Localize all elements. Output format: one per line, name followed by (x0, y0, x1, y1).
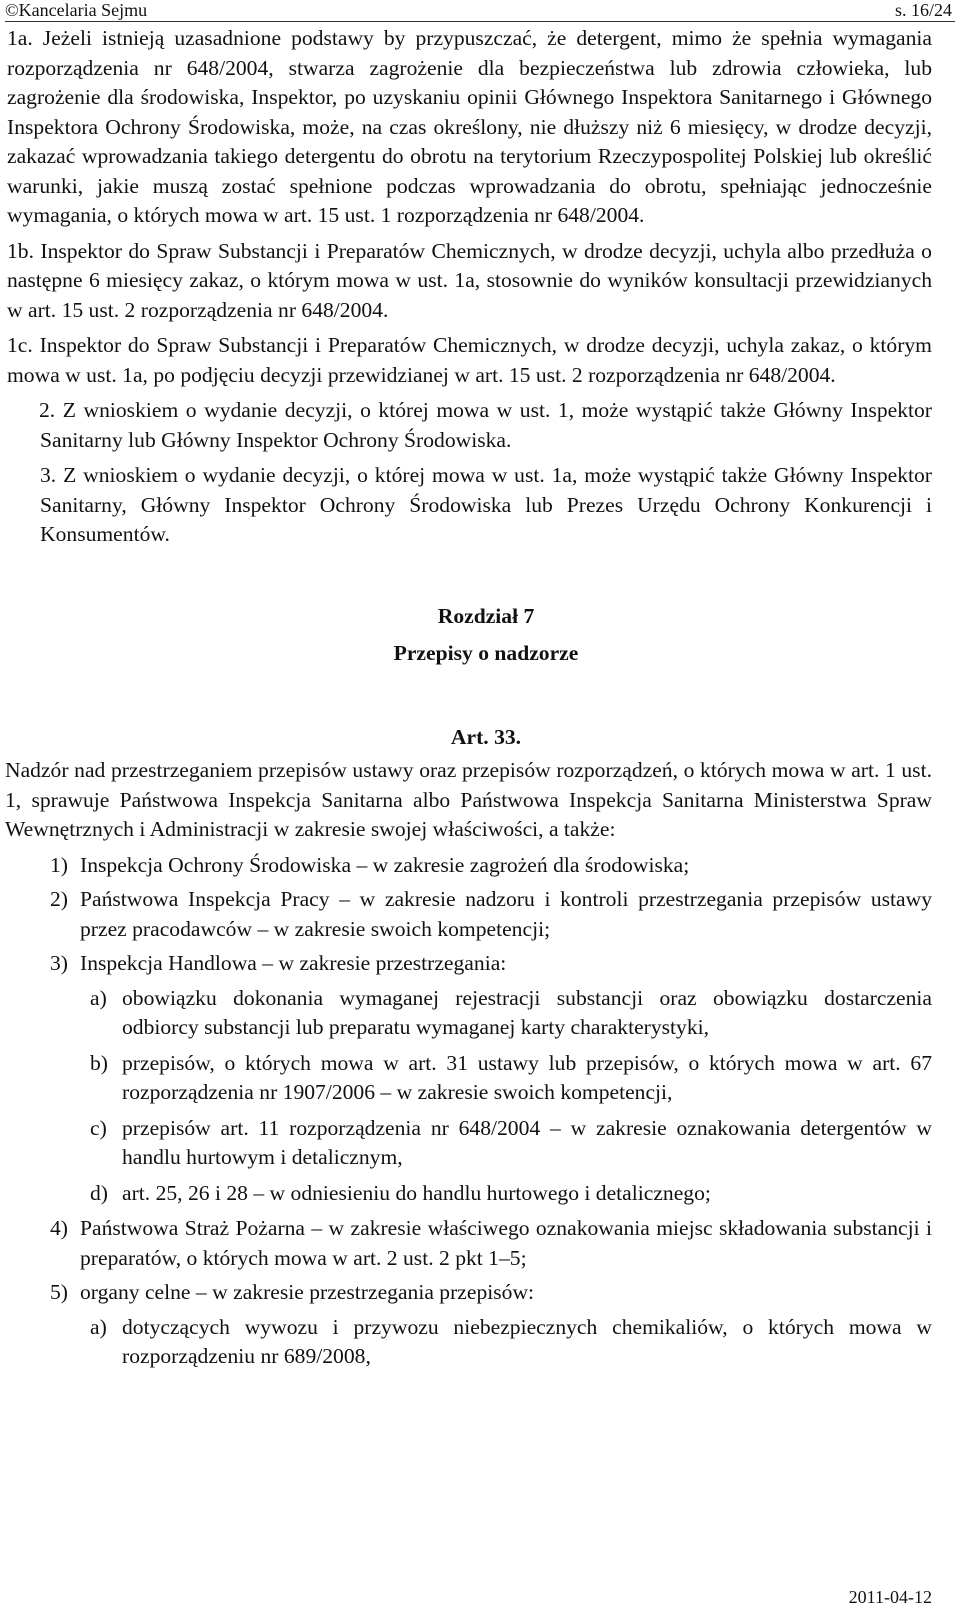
header-publisher: ©Kancelaria Sejmu (5, 0, 148, 20)
sub-list-item-label: b) (90, 1050, 108, 1075)
sub-list-item (32, 1049, 932, 1108)
list-item-text: Państwowa Inspekcja Pracy – w zakresie nadzoru i kontroli przestrzegania przepisów ustawy przez pracodawców – w zakresie swoich kompetencji; (80, 887, 932, 941)
list-item-text: Inspekcja Handlowa – w zakresie przestrzegania: (80, 951, 507, 975)
sub-list-item-label: a) (90, 1314, 107, 1339)
list-item (32, 1278, 932, 1308)
list-item-label: 4) (50, 1216, 68, 1240)
sub-list-item (32, 1313, 932, 1372)
paragraph-2 (40, 396, 932, 455)
page-footer-date: 2011-04-12 (848, 1587, 932, 1607)
paragraph-number: 1c. (7, 333, 33, 357)
paragraph-text: Z wnioskiem o wydanie decyzji, o której mowa w ust. 1a, może wystąpić także Główny Inspektor Sanitarny, Główny Inspektor Ochrony Środowiska lub Prezes Urzędu Ochrony Konkurencji i Konsumentów. (40, 463, 932, 546)
paragraph-number: 1b. (7, 238, 34, 263)
sub-list-item-text: dotyczących wywozu i przywozu niebezpiecznych chemikaliów, o których mowa w rozporządzeniu nr 689/2008, (122, 1314, 932, 1368)
paragraph-number: 3. (40, 463, 57, 487)
sub-list-item-label: a) (90, 985, 107, 1010)
page-header (0, 0, 960, 22)
sub-list-item-text: obowiązku dokonania wymaganej rejestracji substancji oraz obowiązku dostarczenia odbiorcy substancji lub preparatu wymaganej karty charakterystyki, (122, 985, 932, 1039)
list-item (32, 851, 932, 881)
list-item-label: 3) (50, 951, 68, 975)
list-item-text: organy celne – w zakresie przestrzegania przepisów: (80, 1280, 535, 1304)
paragraph-text: Inspektor do Spraw Substancji i Preparatów Chemicznych, w drodze decyzji, uchyla zakaz, o którym mowa w ust. 1a, po podjęciu decyzji przewidzianej w art. 15 ust. 2 rozporządzenia nr 648/2004. (7, 333, 932, 387)
list-item-label: 5) (50, 1280, 68, 1304)
document-body (5, 24, 932, 1378)
sub-list-item (32, 1179, 932, 1209)
chapter-number: Rozdział 7 (437, 603, 535, 628)
article-number: Art. 33. (450, 724, 522, 749)
paragraph-text: Jeżeli istnieją uzasadnione podstawy by przypuszczać, że detergent, mimo że spełnia wymagania rozporządzenia nr 648/2004, stwarza zagrożenie dla bezpieczeństwa lub zdrowia człowieka, lub zagrożenie dla środowiska, Inspektor, po uzyskaniu opinii Głównego Inspektora Sanitarnego i Głównego Inspektora Ochrony Środowiska, może, na czas określony, nie dłuższy niż 6 miesięcy, w drodze decyzji, zakazać wprowadzania takiego detergentu do obrotu na terytorium Rzeczypospolitej Polskiej lub określić warunki, jakie muszą zostać spełnione podczas wprowadzania do obrotu, spełniając jednocześnie wymagania, o których mowa w art. 15 ust. 1 rozporządzenia nr 648/2004. (7, 26, 932, 227)
sub-list-item-label: d) (90, 1180, 108, 1205)
list-item-text: Państwowa Straż Pożarna – w zakresie właściwego oznakowania miejsc składowania substancji i preparatów, o których mowa w art. 2 ust. 2 pkt 1–5; (80, 1216, 932, 1270)
list-item-label: 2) (50, 887, 68, 911)
sub-list-item (32, 1114, 932, 1173)
list-item (32, 1214, 932, 1273)
header-page-number: s. 16/24 (894, 0, 952, 20)
paragraph-3 (40, 461, 932, 550)
paragraph-1a (7, 24, 932, 231)
sub-list-item-text: przepisów, o których mowa w art. 31 ustawy lub przepisów, o których mowa w art. 67 rozporządzenia nr 1907/2006 – w zakresie swoich kompetencji, (122, 1050, 932, 1104)
paragraph-text: Z wnioskiem o wydanie decyzji, o której mowa w ust. 1, może wystąpić także Główny Inspektor Sanitarny lub Główny Inspektor Ochrony Środowiska. (40, 398, 932, 452)
article-intro: Nadzór nad przestrzeganiem przepisów ustawy oraz przepisów rozporządzeń, o których mowa w art. 1 ust. 1, sprawuje Państwowa Inspekcja Sanitarna albo Państwowa Inspekcja Sanitarna Ministerstwa Spraw Wewnętrznych i Administracji w zakresie swojej właściwości, a także: (5, 758, 932, 841)
list-item (32, 949, 932, 979)
sub-list-item-text: art. 25, 26 i 28 – w odniesieniu do handlu hurtowego i detalicznego; (122, 1180, 711, 1205)
paragraph-1b (7, 237, 932, 326)
sub-list-item (32, 984, 932, 1043)
paragraph-1c (7, 331, 932, 390)
paragraph-number: 2. (39, 398, 56, 422)
sub-list-item-label: c) (90, 1115, 107, 1140)
paragraph-text: Inspektor do Spraw Substancji i Preparatów Chemicznych, w drodze decyzji, uchyla albo przedłuża o następne 6 miesięcy zakaz, o którym mowa w ust. 1a, stosownie do wyników konsultacji przewidzianych w art. 15 ust. 2 rozporządzenia nr 648/2004. (7, 238, 932, 322)
list-item (32, 885, 932, 944)
chapter-title: Przepisy o nadzorze (393, 641, 579, 665)
header-divider (5, 21, 955, 22)
paragraph-number: 1a. (7, 26, 33, 50)
list-item-text: Inspekcja Ochrony Środowiska – w zakresie zagrożeń dla środowiska; (80, 852, 690, 877)
list-item-label: 1) (50, 852, 68, 877)
sub-list-item-text: przepisów art. 11 rozporządzenia nr 648/2004 – w zakresie oznakowania detergentów w handlu hurtowym i detalicznym, (122, 1115, 932, 1169)
